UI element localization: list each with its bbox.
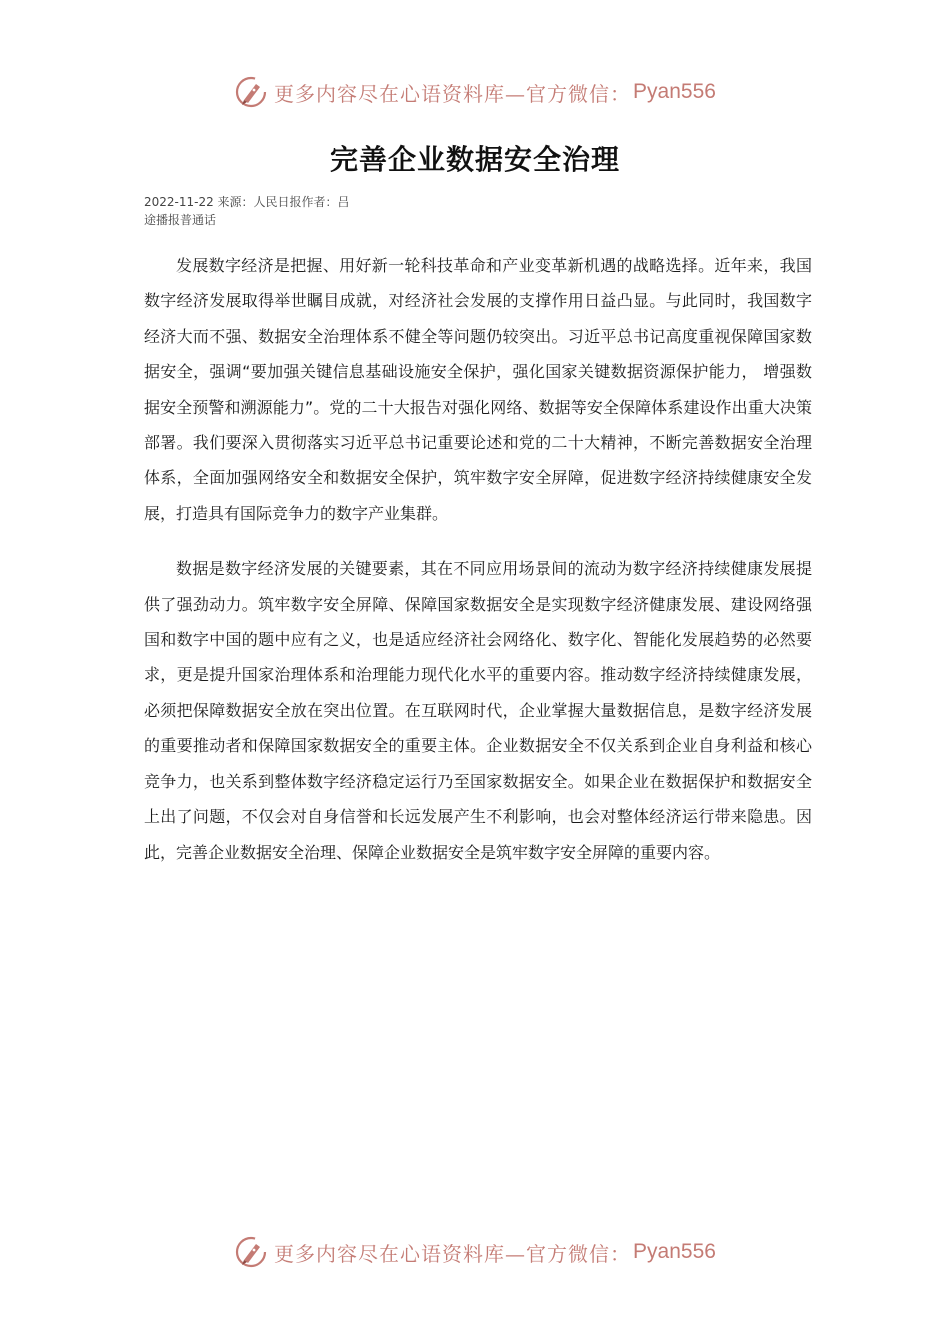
- header-watermark-banner: [0, 72, 950, 112]
- article-paragraph: 发展数字经济是把握、用好新一轮科技革命和产业变革新机遇的战略选择。近年来，我国数字经济发展取得举世瞩目成就，对经济社会发展的支撑作用日益凸显。与此同时，我国数字经济大而不强、数据安全治理体系不健全等问题仍较突出。习近平总书记高度重视保障国家数据安全，强调“要加强关键信息基础设施安全保护，强化国家关键数据资源保护能力， 增强数据安全预警和溯源能力”。党的二十大报告对强化网络、数据等安全保障体系建设作出重大决策部署。我们要深入贯彻落实习近平总书记重要论述和党的二十大精神，不断完善数据安全治理体系，全面加强网络安全和数据安全保护，筑牢数字安全屏障，促进数字经济持续健康安全发展，打造具有国际竞争力的数字产业集群。: [144, 256, 812, 523]
- wechat-id: Pyan556: [633, 80, 716, 103]
- wechat-id: Pyan556: [633, 1240, 716, 1263]
- meta-line-author: 途播报普通话: [144, 213, 217, 227]
- meta-line-date-source: 2022-11-22 来源：人民日报作者：吕: [144, 195, 350, 209]
- article-paragraph: 数据是数字经济发展的关键要素，其在不同应用场景间的流动为数字经济持续健康发展提供了强劲动力。筑牢数字安全屏障、保障国家数据安全是实现数字经济健康发展、建设网络强国和数字中国的题中应有之义，也是适应经济社会网络化、数字化、智能化发展趋势的必然要求，更是提升国家治理体系和治理能力现代化水平的重要内容。推动数字经济持续健康发展，必须把保障数据安全放在突出位置。在互联网时代，企业掌握大量数据信息，是数字经济发展的重要推动者和保障国家数据安全的重要主体。企业数据安全不仅关系到企业自身利益和核心竞争力，也关系到整体数字经济稳定运行乃至国家数据安全。如果企业在数据保护和数据安全上出了问题，不仅会对自身信誉和长远发展产生不利影响，也会对整体经济运行带来隐患。因此，完善企业数据安全治理、保障企业数据安全是筑牢数字安全屏障的重要内容。: [144, 559, 812, 862]
- article-meta: [144, 193, 374, 229]
- banner-text: 更多内容尽在心语资料库—官方微信：: [274, 1241, 632, 1266]
- article-title: 完善企业数据安全治理: [329, 143, 620, 176]
- banner-text: 更多内容尽在心语资料库—官方微信：: [274, 81, 632, 106]
- pen-nib-logo-icon: [234, 75, 268, 109]
- article-body: [144, 248, 812, 890]
- pen-nib-logo-icon: [234, 1235, 268, 1269]
- footer-watermark-banner: [0, 1232, 950, 1272]
